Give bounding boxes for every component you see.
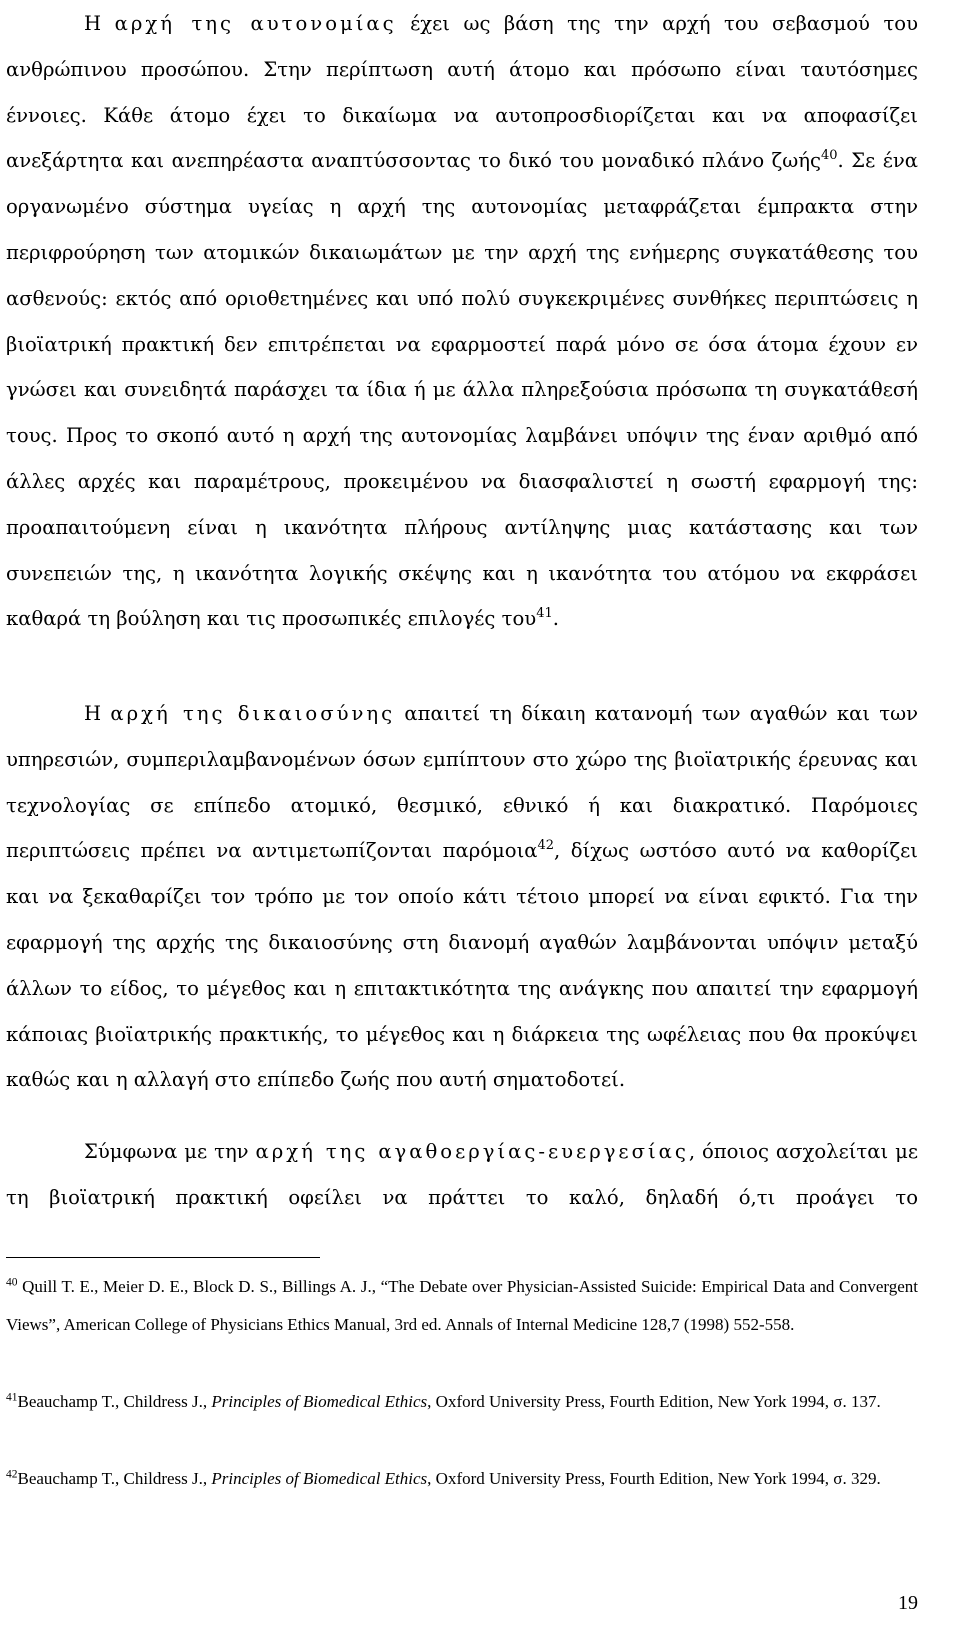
footnote-text: , Oxford University Press, Fourth Edition, New York 1994, σ. 137. [427, 1392, 881, 1411]
footnote-number: 41 [6, 1391, 18, 1404]
paragraph-justice [6, 691, 918, 1103]
p1-text-3: . Σε ένα οργανωμένο σύστημα υγείας η αρχή της αυτονομίας μεταφράζεται έμπρακτα στην περιφρούρηση των ατομικών δικαιωμάτων με την αρχή της ενήμερης συγκατάθεσης του ασθενούς: εκτός από οριοθετημένες και υπό πολύ συγκεκριμένες συνθήκες περιπτώσεις η βιοϊατρική πρακτική δεν επιτρέπεται να εφαρμοστεί παρά μόνο σε όσα άτομα έχουν εν γνώσει και συνειδητά παράσχει τα ίδια ή με άλλα πληρεξούσια πρόσωπα τη συγκατάθεσή τους. Προς το σκοπό αυτό η αρχή της αυτονομίας λαμβάνει υπόψιν της έναν αριθμό από άλλες αρχές και παραμέτρους, προκειμένου να διασφαλιστεί η σωστή εφαρμογή της: προαπαιτούμενη είναι η ικανότητα πλήρους αντίληψης μιας κατάστασης και των συνεπειών της, η ικανότητα λογικής σκέψης και η ικανότητα του ατόμου να εκφράσει καθαρά τη βούληση και τις προσωπικές επιλογές του [6, 149, 918, 631]
footnote-number: 42 [6, 1468, 18, 1481]
p3-text-1: Σύμφωνα με την [84, 1140, 256, 1163]
paragraph-autonomy [6, 1, 918, 642]
footnote-42 [6, 1460, 918, 1498]
footnote-40 [6, 1268, 918, 1344]
emphasis-justice-principle: αρχή της δικαιοσύνης [110, 702, 396, 725]
footnote-ref-41[interactable]: 41 [536, 606, 553, 622]
footnote-book-title: Principles of Biomedical Ethics [211, 1469, 428, 1488]
p3-text-2: , όποιος ασχολείται με τη βιοϊατρική πρακτική οφείλει να πράττει το καλό, δηλαδή ό,τι προάγει το [6, 1140, 918, 1209]
footnote-ref-42[interactable]: 42 [537, 838, 555, 854]
emphasis-autonomy-principle: αρχή της αυτονομίας [114, 12, 397, 35]
footnote-separator [6, 1257, 320, 1258]
p1-text-4: . [552, 607, 559, 631]
footnote-text: Beauchamp T., Childress J., [17, 1392, 212, 1411]
paragraph-beneficence [6, 1129, 918, 1221]
p1-text-2: έχει ως βάση της την αρχή του σεβασμού του ανθρώπινου προσώπου. Στην περίπτωση αυτή άτομο και πρόσωπο είναι ταυτόσημες έννοιες. Κάθε άτομο έχει το δικαίωμα να αυτοπροσδιορίζεται και να αποφασίζει ανεξάρτητα και ανεπηρέαστα αναπτύσσοντας το δικό του μοναδικό πλάνο ζωής [6, 12, 918, 173]
footnote-41 [6, 1383, 918, 1421]
emphasis-beneficence-principle: αρχή της αγαθοεργίας-ευεργεσίας [255, 1140, 689, 1163]
footnote-number: 40 [6, 1276, 18, 1289]
page-number: 19 [898, 1592, 918, 1614]
p2-text-3: , δίχως ωστόσο αυτό να καθορίζει και να ξεκαθαρίζει τον τρόπο με τον οποίο κάτι τέτοιο μπορεί να είναι εφικτό. Για την εφαρμογή της αρχής της δικαιοσύνης στη διανομή αγαθών λαμβάνονται υπόψιν μεταξύ άλλων το είδος, το μέγεθος και η επιτακτικότητα της ανάγκης που απαιτεί την εφαρμογή κάποιας βιοϊατρικής πρακτικής, το μέγεθος και η διάρκεια της ωφέλειας που θα προκύψει καθώς και η αλλαγή στο επίπεδο ζωής που αυτή σηματοδοτεί. [6, 839, 918, 1092]
footnote-book-title: Principles of Biomedical Ethics [211, 1392, 428, 1411]
footnote-text: Quill T. E., Meier D. E., Block D. S., Billings A. J., “The Debate over Physician-Assisted Suicide: Empirical Data and Convergent Views”, American College of Physicians Ethics Manual, 3rd ed. Annals of Internal Medicine 128,7 (1998) 552-558. [6, 1277, 918, 1334]
footnote-text: Beauchamp T., Childress J., [17, 1469, 212, 1488]
footnote-text: , Oxford University Press, Fourth Edition, New York 1994, σ. 329. [427, 1469, 881, 1488]
p2-text-1: Η [84, 702, 111, 725]
footnote-ref-40[interactable]: 40 [821, 148, 838, 164]
p1-text-1: Η [84, 12, 115, 35]
p2-text-2: απαιτεί τη δίκαιη κατανομή των αγαθών και των υπηρεσιών, συμπεριλαμβανομένων όσων εμπίπτουν στο χώρο της βιοϊατρικής έρευνας και τεχνολογίας σε επίπεδο ατομικό, θεσμικό, εθνικό ή και διακρατικό. Παρόμοιες περιπτώσεις πρέπει να αντιμετωπίζονται παρόμοια [6, 702, 918, 863]
